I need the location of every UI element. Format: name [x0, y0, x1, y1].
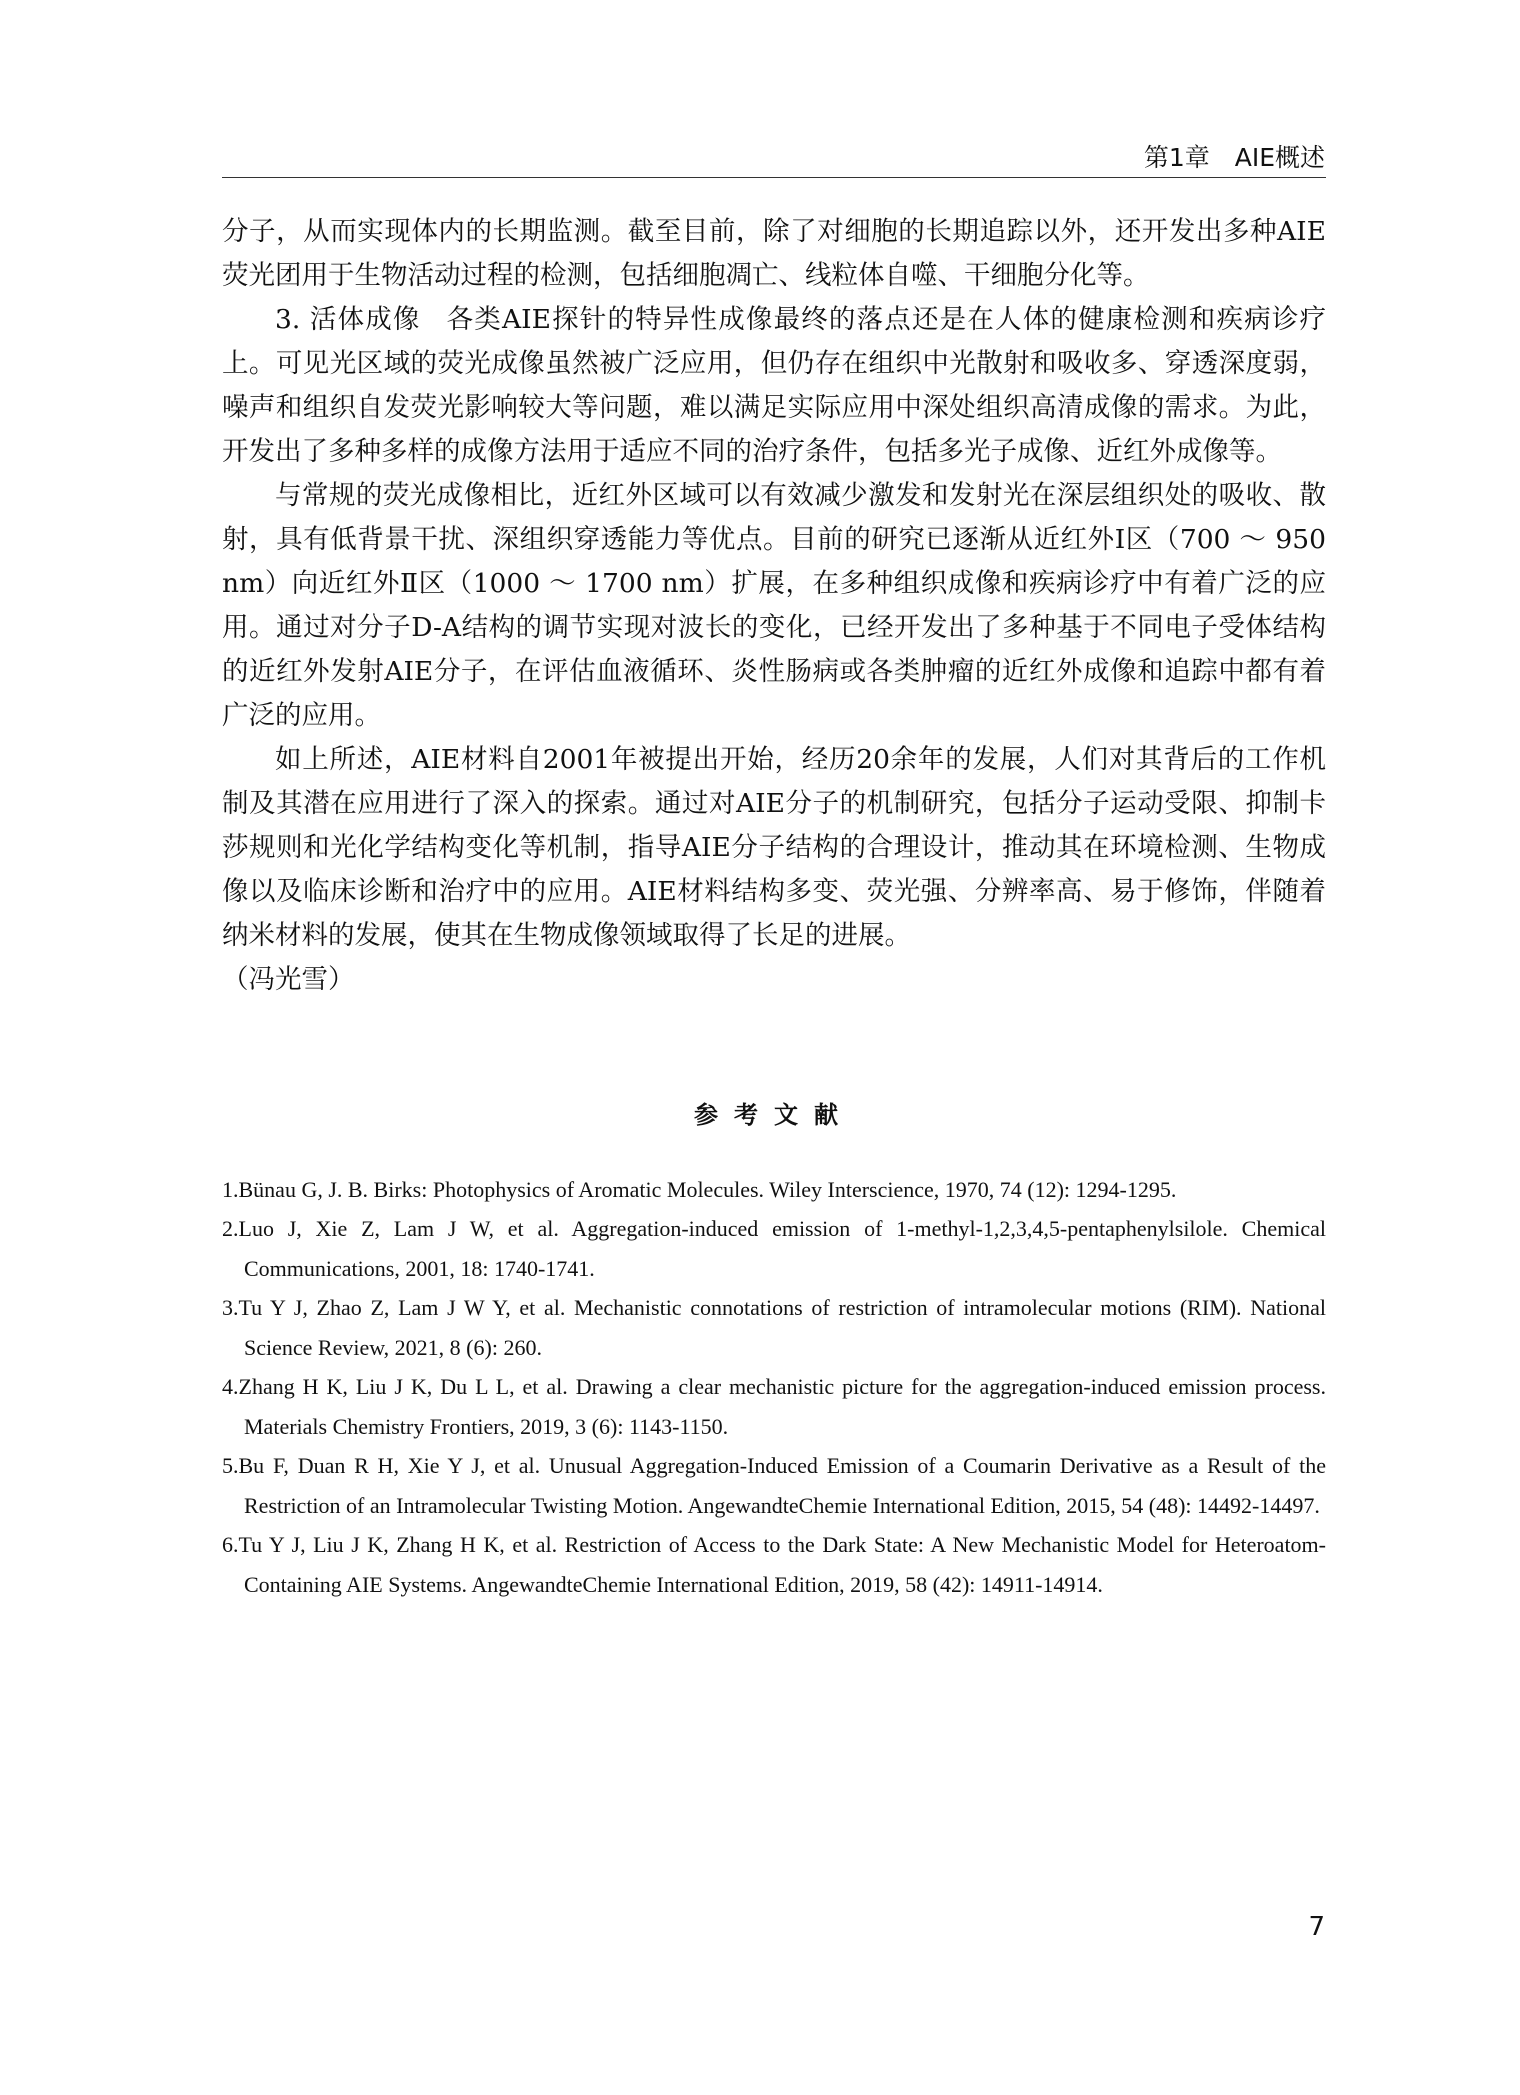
reference-item: 6.Tu Y J, Liu J K, Zhang H K, et al. Restriction of Access to the Dark State: A New Mechanistic Model for Heteroatom-Containing AIE Systems. AngewandteChemie International Edition, 2019, 58 (42): 14911-14914.: [222, 1532, 1326, 1597]
section-heading-in-vivo-imaging: 3. 活体成像: [275, 304, 421, 335]
author-attribution: （冯光雪）: [222, 964, 355, 995]
paragraph-3: 与常规的荧光成像相比，近红外区域可以有效减少激发和发射光在深层组织处的吸收、散射，具有低背景干扰、深组织穿透能力等优点。目前的研究已逐渐从近红外Ⅰ区（700 ～ 950 nm）向近红外Ⅱ区（1000 ～ 1700 nm）扩展，在多种组织成像和疾病诊疗中有着广泛的应用。通过对分子D-A结构的调节实现对波长的变化，已经开发出了多种基于不同电子受体结构的近红外发射AIE分子，在评估血液循环、炎性肠病或各类肿瘤的近红外成像和追踪中都有着广泛的应用。: [222, 480, 1326, 731]
running-header-chapter-title: 第1章 AIE概述: [1143, 143, 1325, 172]
paragraph-4: 如上所述，AIE材料自2001年被提出开始，经历20余年的发展，人们对其背后的工作机制及其潜在应用进行了深入的探索。通过对AIE分子的机制研究，包括分子运动受限、抑制卡莎规则和光化学结构变化等机制，指导AIE分子结构的合理设计，推动其在环境检测、生物成像以及临床诊断和治疗中的应用。AIE材料结构多变、荧光强、分辨率高、易于修饰，伴随着纳米材料的发展，使其在生物成像领域取得了长足的进展。: [222, 744, 1326, 951]
body-text: [222, 210, 1326, 1002]
header-rule: [222, 177, 1326, 178]
reference-item: 4.Zhang H K, Liu J K, Du L L, et al. Drawing a clear mechanistic picture for the aggregation-induced emission process. Materials Chemistry Frontiers, 2019, 3 (6): 1143-1150.: [222, 1374, 1326, 1439]
paragraph-1: 分子，从而实现体内的长期监测。截至目前，除了对细胞的长期追踪以外，还开发出多种AIE荧光团用于生物活动过程的检测，包括细胞凋亡、线粒体自噬、干细胞分化等。: [222, 216, 1326, 291]
paragraph-2-text: 各类AIE探针的特异性成像最终的落点还是在人体的健康检测和疾病诊疗上。可见光区域的荧光成像虽然被广泛应用，但仍存在组织中光散射和吸收多、穿透深度弱，噪声和组织自发荧光影响较大等问题，难以满足实际应用中深处组织高清成像的需求。为此，开发出了多种多样的成像方法用于适应不同的治疗条件，包括多光子成像、近红外成像等。: [222, 304, 1326, 467]
paragraph-2: [222, 298, 1326, 474]
references-heading: 参考文献: [694, 1101, 854, 1129]
page-number: 7: [1308, 1912, 1325, 1942]
reference-item: 2.Luo J, Xie Z, Lam J W, et al. Aggregation-induced emission of 1-methyl-1,2,3,4,5-pentaphenylsilole. Chemical Communications, 2001, 18: 1740-1741.: [222, 1216, 1326, 1281]
reference-item: 5.Bu F, Duan R H, Xie Y J, et al. Unusual Aggregation-Induced Emission of a Coumarin Derivative as a Result of the Restriction of an Intramolecular Twisting Motion. AngewandteChemie International Edition, 2015, 54 (48): 14492-14497.: [222, 1453, 1326, 1518]
reference-list: [222, 1170, 1326, 1604]
reference-item: 3.Tu Y J, Zhao Z, Lam J W Y, et al. Mechanistic connotations of restriction of intramolecular motions (RIM). National Science Review, 2021, 8 (6): 260.: [222, 1295, 1326, 1360]
reference-item: 1.Bünau G, J. B. Birks: Photophysics of Aromatic Molecules. Wiley Interscience, 1970, 74 (12): 1294-1295.: [222, 1177, 1177, 1202]
